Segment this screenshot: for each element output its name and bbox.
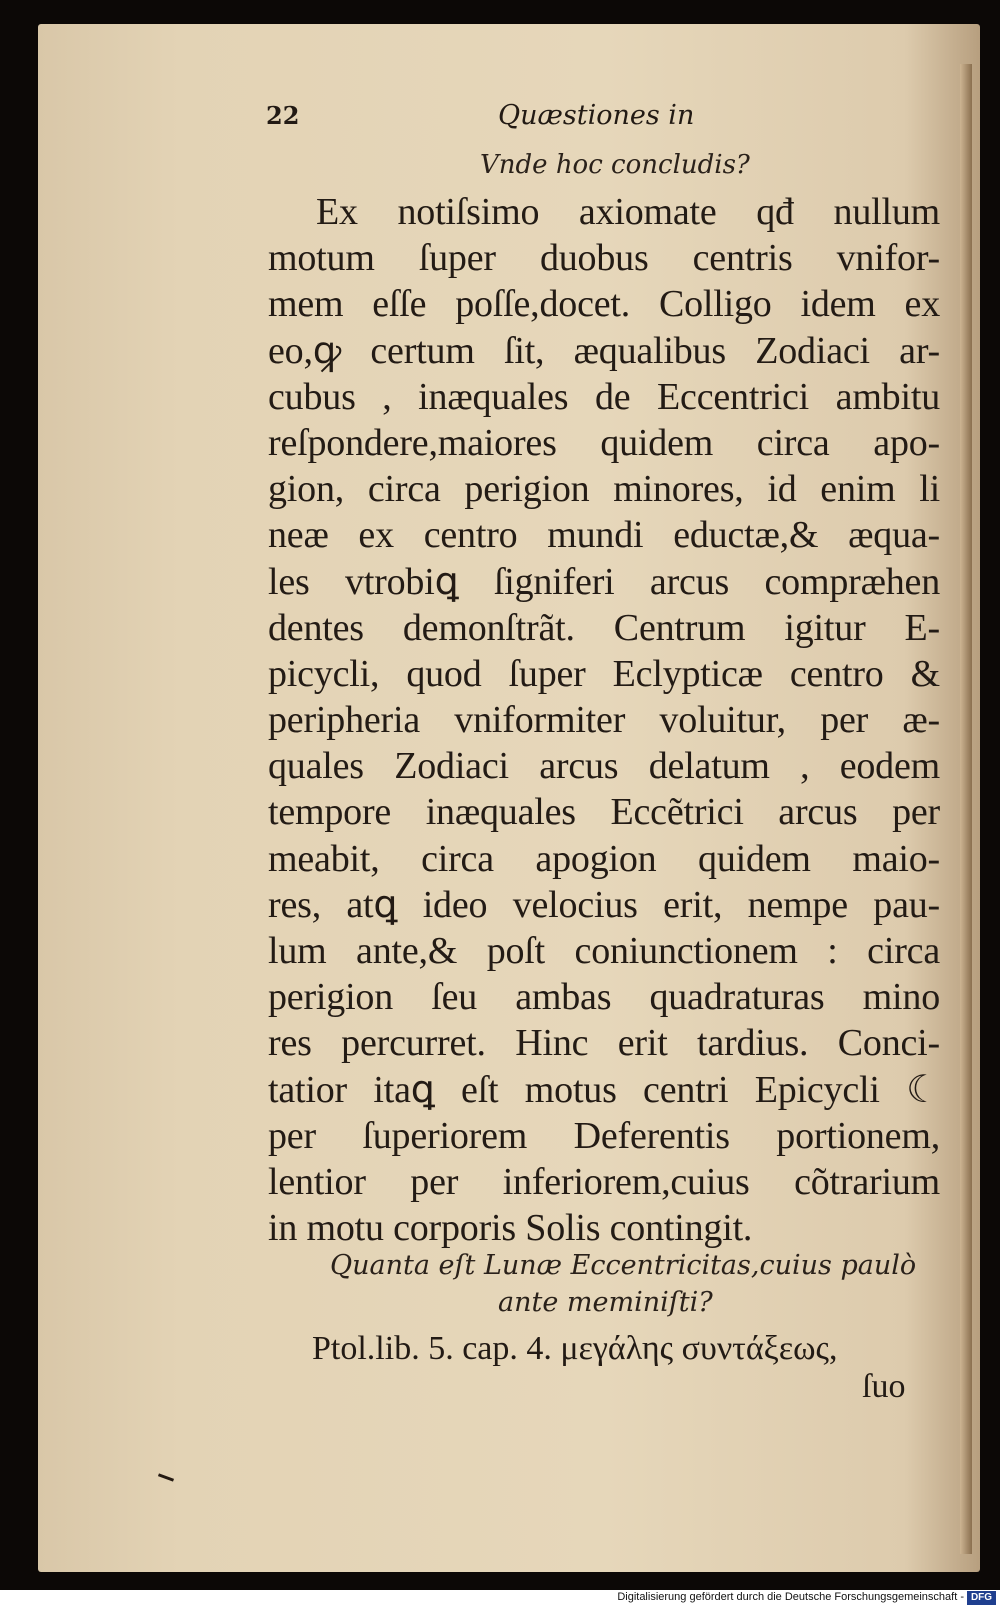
body-line: picycli, quod ſuper Eclypticæ centro & [268, 652, 940, 695]
body-line: motum ſuper duobus centris vnifor- [268, 237, 940, 280]
body-text [268, 189, 940, 1251]
body-line: neæ ex centro mundi eductæ,& æqua- [268, 514, 940, 557]
body-line: quales Zodiaci arcus delatum , eodem [268, 745, 940, 788]
body-line: mem eſſe poſſe,docet. Colligo idem ex [268, 283, 940, 326]
body-line: in motu corporis Solis contingit. [268, 1207, 753, 1250]
body-line: eo,ꝙ certum ſit, æqualibus Zodiaci ar- [268, 329, 940, 372]
body-line: lentior per inferiorem,cuius cõtrarium [268, 1160, 940, 1203]
body-line: dentes demonſtrãt. Centrum igitur E- [268, 606, 940, 649]
question-heading-line-2: ante meminiſti? [498, 1287, 713, 1318]
body-line: les vtrobiꝗ ſigniferi arcus compræhen [268, 560, 940, 603]
body-line: gion, circa perigion minores, id enim li [268, 468, 940, 511]
page-edge-shadow [960, 64, 972, 1554]
body-line: res percurret. Hinc erit tardius. Conci- [268, 1022, 940, 1065]
body-line: meabit, circa apogion quidem maio- [268, 837, 940, 880]
body-line: lum ante,& poſt coniunctionem : circa [268, 930, 940, 972]
body-line: perigion ſeu ambas quadraturas mino [268, 976, 940, 1019]
body-line: per ſuperiorem Deferentis portionem, [268, 1114, 940, 1157]
page-number: 22 [266, 101, 300, 130]
running-head: Quæstiones in [498, 100, 695, 131]
body-line: Ex notiſsimo axiomate qđ nullum [316, 191, 940, 233]
body-line: reſpondere,maiores quidem circa apo- [268, 421, 940, 464]
body-line: tatior itaꝗ eſt motus centri Epicycli ☾ [268, 1068, 940, 1111]
body-line: tempore inæquales Eccẽtrici arcus per [268, 791, 940, 834]
catchword: ſuo [862, 1368, 906, 1405]
body-line: cubus , inæquales de Eccentrici ambitu [268, 375, 940, 418]
body-line: res, atꝗ ideo velocius erit, nempe pau- [268, 883, 940, 926]
question-heading: Vnde hoc concludis? [480, 150, 750, 180]
question-heading-line-1: Quanta eſt Lunæ Eccentricitas,cuius paulò [330, 1250, 917, 1281]
answer-text: Ptol.lib. 5. cap. 4. μεγάλης συντάξεως, [312, 1330, 838, 1367]
body-line: peripheria vniformiter voluitur, per æ- [268, 699, 940, 742]
dfg-logo: DFG [967, 1591, 996, 1605]
digitization-credit: Digitalisierung gefördert durch die Deutsche Forschungsgemeinschaft - [617, 1591, 964, 1603]
